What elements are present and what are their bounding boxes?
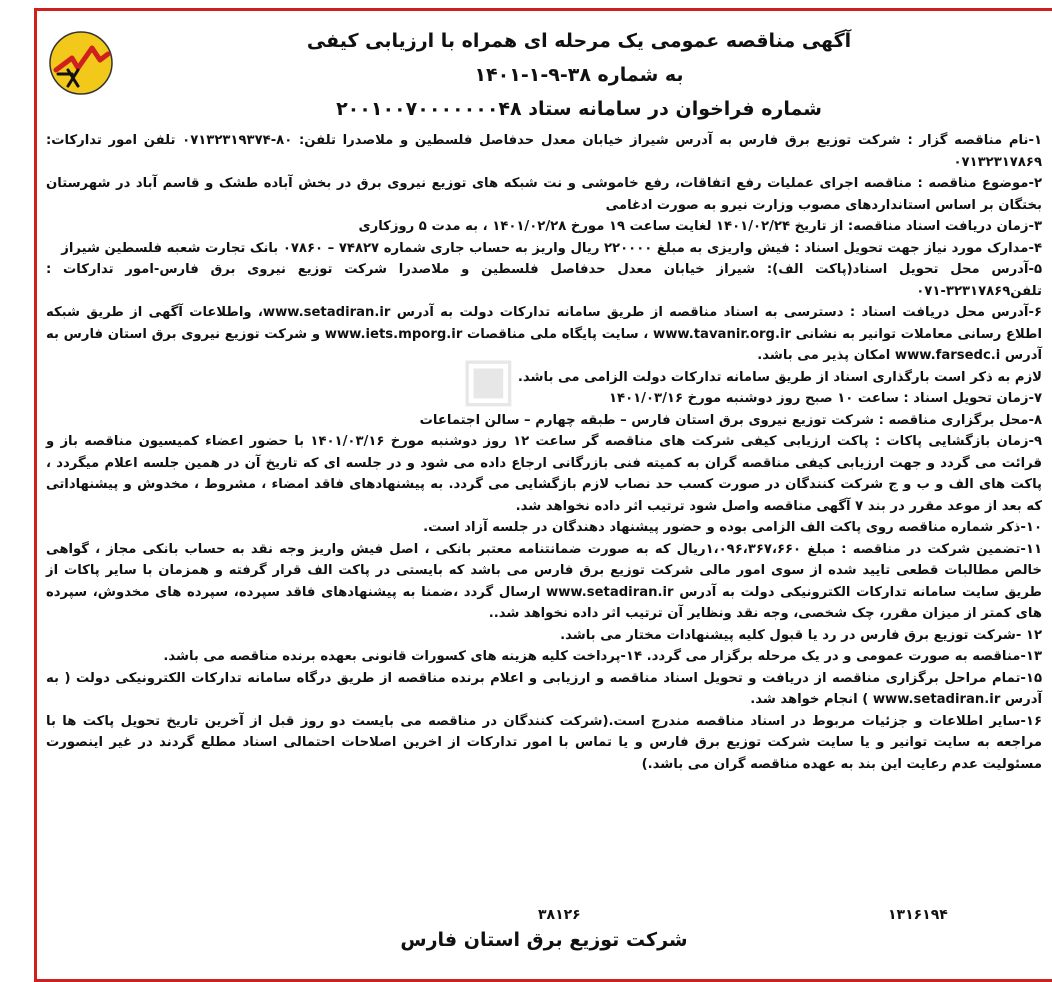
- footer-codes: [40, 907, 1048, 927]
- item-2-tender-subject: ۲-موضوع مناقصه : مناقصه اجرای عملیات رفع اتفاقات، رفع خاموشی و نت شبکه های توزیع نیروی برق در بخش آباده طشک و قاسم آباد در شهرستان بختگان بر اساس استانداردهای مصوب وزارت نیرو به صورت ادغامی: [46, 176, 1042, 213]
- call-number: شماره فراخوان در سامانه ستاد ۲۰۰۱۰۰۷۰۰۰۰۰۰۰۴۸: [336, 98, 822, 120]
- item-1-tender-organizer: ۱-نام مناقصه گزار : شرکت توزیع برق فارس به آدرس شیراز خیابان معدل حدفاصل فلسطین و ملاصدرا تلفن: ۸۰-۰۷۱۳۲۳۱۹۳۷۴ تلفن امور تدارکات: ۰۷۱۳۲۳۱۷۸۶۹: [46, 133, 1042, 170]
- footer-code-left: ۳۸۱۲۶: [538, 907, 581, 923]
- notice-title: آگهی مناقصه عمومی یک مرحله ای همراه با ارزیابی کیفی: [306, 30, 852, 52]
- item-11-guarantee: ۱۱-تضمین شرکت در مناقصه : مبلغ ۱،۰۹۶،۳۶۷،۶۶۰ریال که به صورت ضمانتنامه معتبر بانکی ، اصل فیش واریز وجه نقد به حساب بانکی مجاز ، گواهی خالص مطالبات قطعی تایید شده از سوی امور مالی شرکت توزیع برق فارس می باشد که بایستی در پاکت الف قرار گرفته و همزمان با سایر پاکات از طریق سایت سامانه تدارکات الکترونیکی دولت به آدرس www.setadiran.ir ارسال گردد ،ضمنا به پیشنهادهای فاقد سپرده، سپرده های مخدوش، سپرده های کمتر از میزان مقرر، چک شخصی، وجه نقد ونظایر آن ترتیب اثر داده نخواهد شد..: [46, 541, 1043, 621]
- item-8-venue: ۸-محل برگزاری مناقصه : شرکت توزیع نیروی برق استان فارس – طبقه چهارم – سالن اجتماعات: [419, 412, 1042, 428]
- item-13-14-type-and-costs: ۱۳-مناقصه به صورت عمومی و در یک مرحله برگزار می گردد. ۱۴-پرداخت کلیه هزینه های کسورات قانونی بعهده برنده مناقصه می باشد.: [163, 649, 1042, 664]
- power-distribution-logo-icon: [48, 30, 114, 96]
- upload-note: لازم به ذکر است بارگذاری اسناد از طریق سامانه تدارکات دولت الزامی می باشد.: [517, 369, 1042, 385]
- item-10-envelope-note: ۱۰-ذکر شماره مناقصه روی پاکت الف الزامی بوده و حضور پیشنهاد دهندگان در جلسه آزاد است.: [423, 520, 1042, 535]
- item-7-delivery-time: ۷-زمان تحویل اسناد : ساعت ۱۰ صبح روز دوشنبه مورخ ۱۴۰۱/۰۳/۱۶: [608, 391, 1042, 406]
- item-4-required-documents: ۴-مدارک مورد نیاز جهت تحویل اسناد : فیش واریزی به مبلغ ۲۲۰۰۰۰ ریال واریز به حساب جاری شماره ۷۴۸۲۷ – ۰۷۸۶۰ بانک تجارت شعبه فلسطین شیراز: [61, 240, 1042, 256]
- footer-code-right: ۱۳۱۶۱۹۴: [888, 907, 948, 923]
- watermark-logo: ▣: [460, 344, 517, 414]
- item-16-other-info: ۱۶-سایر اطلاعات و جزئیات مربوط در اسناد مناقصه مندرج است.(شرکت کنندگان در مناقصه می بایست دو روز قبل از آخرین تاریخ تحویل پاکت ها با مراجعه به سایت توانیر و یا سایت شرکت توزیع برق فارس و یا تماس با امور تدارکات از اخرین اصلاحات احتمالی اسناد مطلع گردند در غیر اینصورت مسئولیت عدم رعایت این بند به عهده مناقصه گران می باشد.): [46, 713, 1042, 772]
- item-6-receipt-address: ۶-آدرس محل دریافت اسناد : دسترسی به اسناد مناقصه از طریق سامانه تدارکات دولت به آدرس www.setadiran.ir، واطلاعات آگهی از طریق شبکه اطلاع رسانی معاملات توانیر به نشانی www.tavanir.org.ir ، سایت پایگاه ملی مناقصات www.iets.mporg.ir و شرکت توزیع نیروی برق استان فارس به آدرس www.farsedc.i امکان پذیر می باشد.: [46, 305, 1043, 363]
- item-15-stages: ۱۵-تمام مراحل برگزاری مناقصه از دریافت و تحویل اسناد مناقصه و ارزیابی و اعلام برنده مناقصه از طریق درگاه سامانه تدارکات الکترونیکی دولت ( به آدرس www.setadiran.ir ) انجام خواهد شد.: [46, 670, 1042, 707]
- company-signature: شرکت توزیع برق استان فارس: [400, 929, 688, 951]
- tender-number: به شماره ۳۸-۹-۱-۱۴۰۱: [474, 64, 684, 86]
- item-5-delivery-address: ۵-آدرس محل تحویل اسناد(پاکت الف): شیراز خیابان معدل حدفاصل فلسطین و ملاصدرا شرکت توزیع نیروی برق فارس-امور تدارکات : تلفن۳۲۳۱۷۸۶۹-۰۷۱: [46, 262, 1042, 299]
- item-12-rights: ۱۲ -شرکت توزیع برق فارس در رد یا قبول کلیه پیشنهادات مختار می باشد.: [560, 627, 1042, 643]
- item-3-document-time: ۳-زمان دریافت اسناد مناقصه: از تاریخ ۱۴۰۱/۰۲/۲۴ لغایت ساعت ۱۹ مورخ ۱۴۰۱/۰۲/۲۸ ، به مدت ۵ روزکاری: [358, 219, 1042, 234]
- notice-body: [46, 130, 1042, 775]
- item-9-opening-time: ۹-زمان بازگشایی پاکات : پاکت ارزیابی کیفی شرکت های مناقصه گر ساعت ۱۲ روز دوشنبه مورخ ۱۴۰۱/۰۳/۱۶ با حضور اعضاء کمیسیون مناقصه باز و قرائت می گردد و جهت ارزیابی کیفی مناقصه گران به کمیته فنی بازرگانی ارجاع داده می شود و در جلسه ای که تاریخ آن در همین جلسه اعلام میگردد ، پاکت های الف و ب و ج شرکت کنندگان در صورت کسب حد نصاب لازم بازگشایی می گردد. به پیشنهادهای فاقد امضاء ، مشروط ، مخدوش و پیشنهاداتی که بعد از موعد مقرر در بند ۷ آگهی مناقصه واصل شود ترتیب اثر داده نخواهد شد.: [46, 434, 1042, 514]
- notice-header: [120, 24, 1038, 126]
- notice-content: [40, 14, 1048, 969]
